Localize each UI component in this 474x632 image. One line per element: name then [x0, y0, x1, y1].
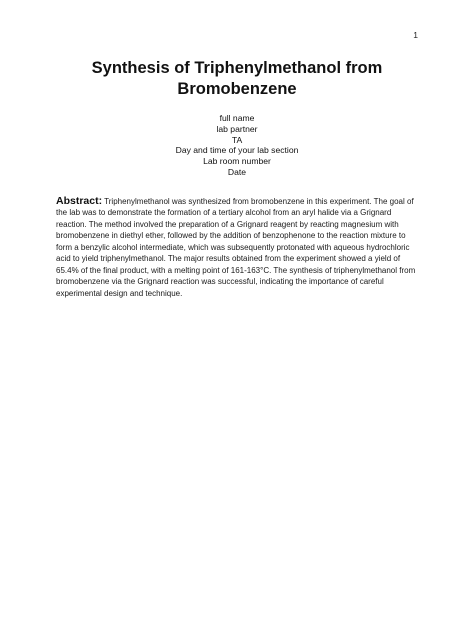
lab-section-time: Day and time of your lab section [175, 145, 299, 156]
title-line-1: Synthesis of Triphenylmethanol from [91, 59, 383, 77]
date: Date [227, 166, 247, 177]
full-name: full name [219, 113, 255, 123]
title-line-2: Bromobenzene [177, 80, 297, 98]
document-title [40, 58, 434, 100]
abstract-label: Abstract: [56, 195, 103, 207]
ta-name: TA [231, 134, 243, 145]
lab-partner: lab partner [216, 123, 258, 134]
author-info-block [100, 113, 374, 178]
abstract-paragraph [56, 196, 418, 299]
lab-room-number: Lab room number [203, 156, 271, 167]
abstract-text: Triphenylmethanol was synthesized from bromobenzene in this experiment. The goal of the lab was to demonstrate the formation of a tertiary alcohol from an aryl halide via a Grignard reaction. The method involved the preparation of a Grignard reagent by reacting magnesium with bromobenzene in diethyl ether, followed by the addition of benzophenone to the reaction mixture to form a benzylic alcohol intermediate, which was subsequently protonated with aqueous hydrochloric acid to yield triphenylmethanol. The major results obtained from the experiment showed a yield of 65.4% of the final product, with a melting point of 161-163°C. The synthesis of triphenylmethanol from bromobenzene via the Grignard reaction was successful, indicating the importance of careful experimental design and technique. [56, 197, 416, 298]
page-number: 1 [413, 30, 418, 40]
